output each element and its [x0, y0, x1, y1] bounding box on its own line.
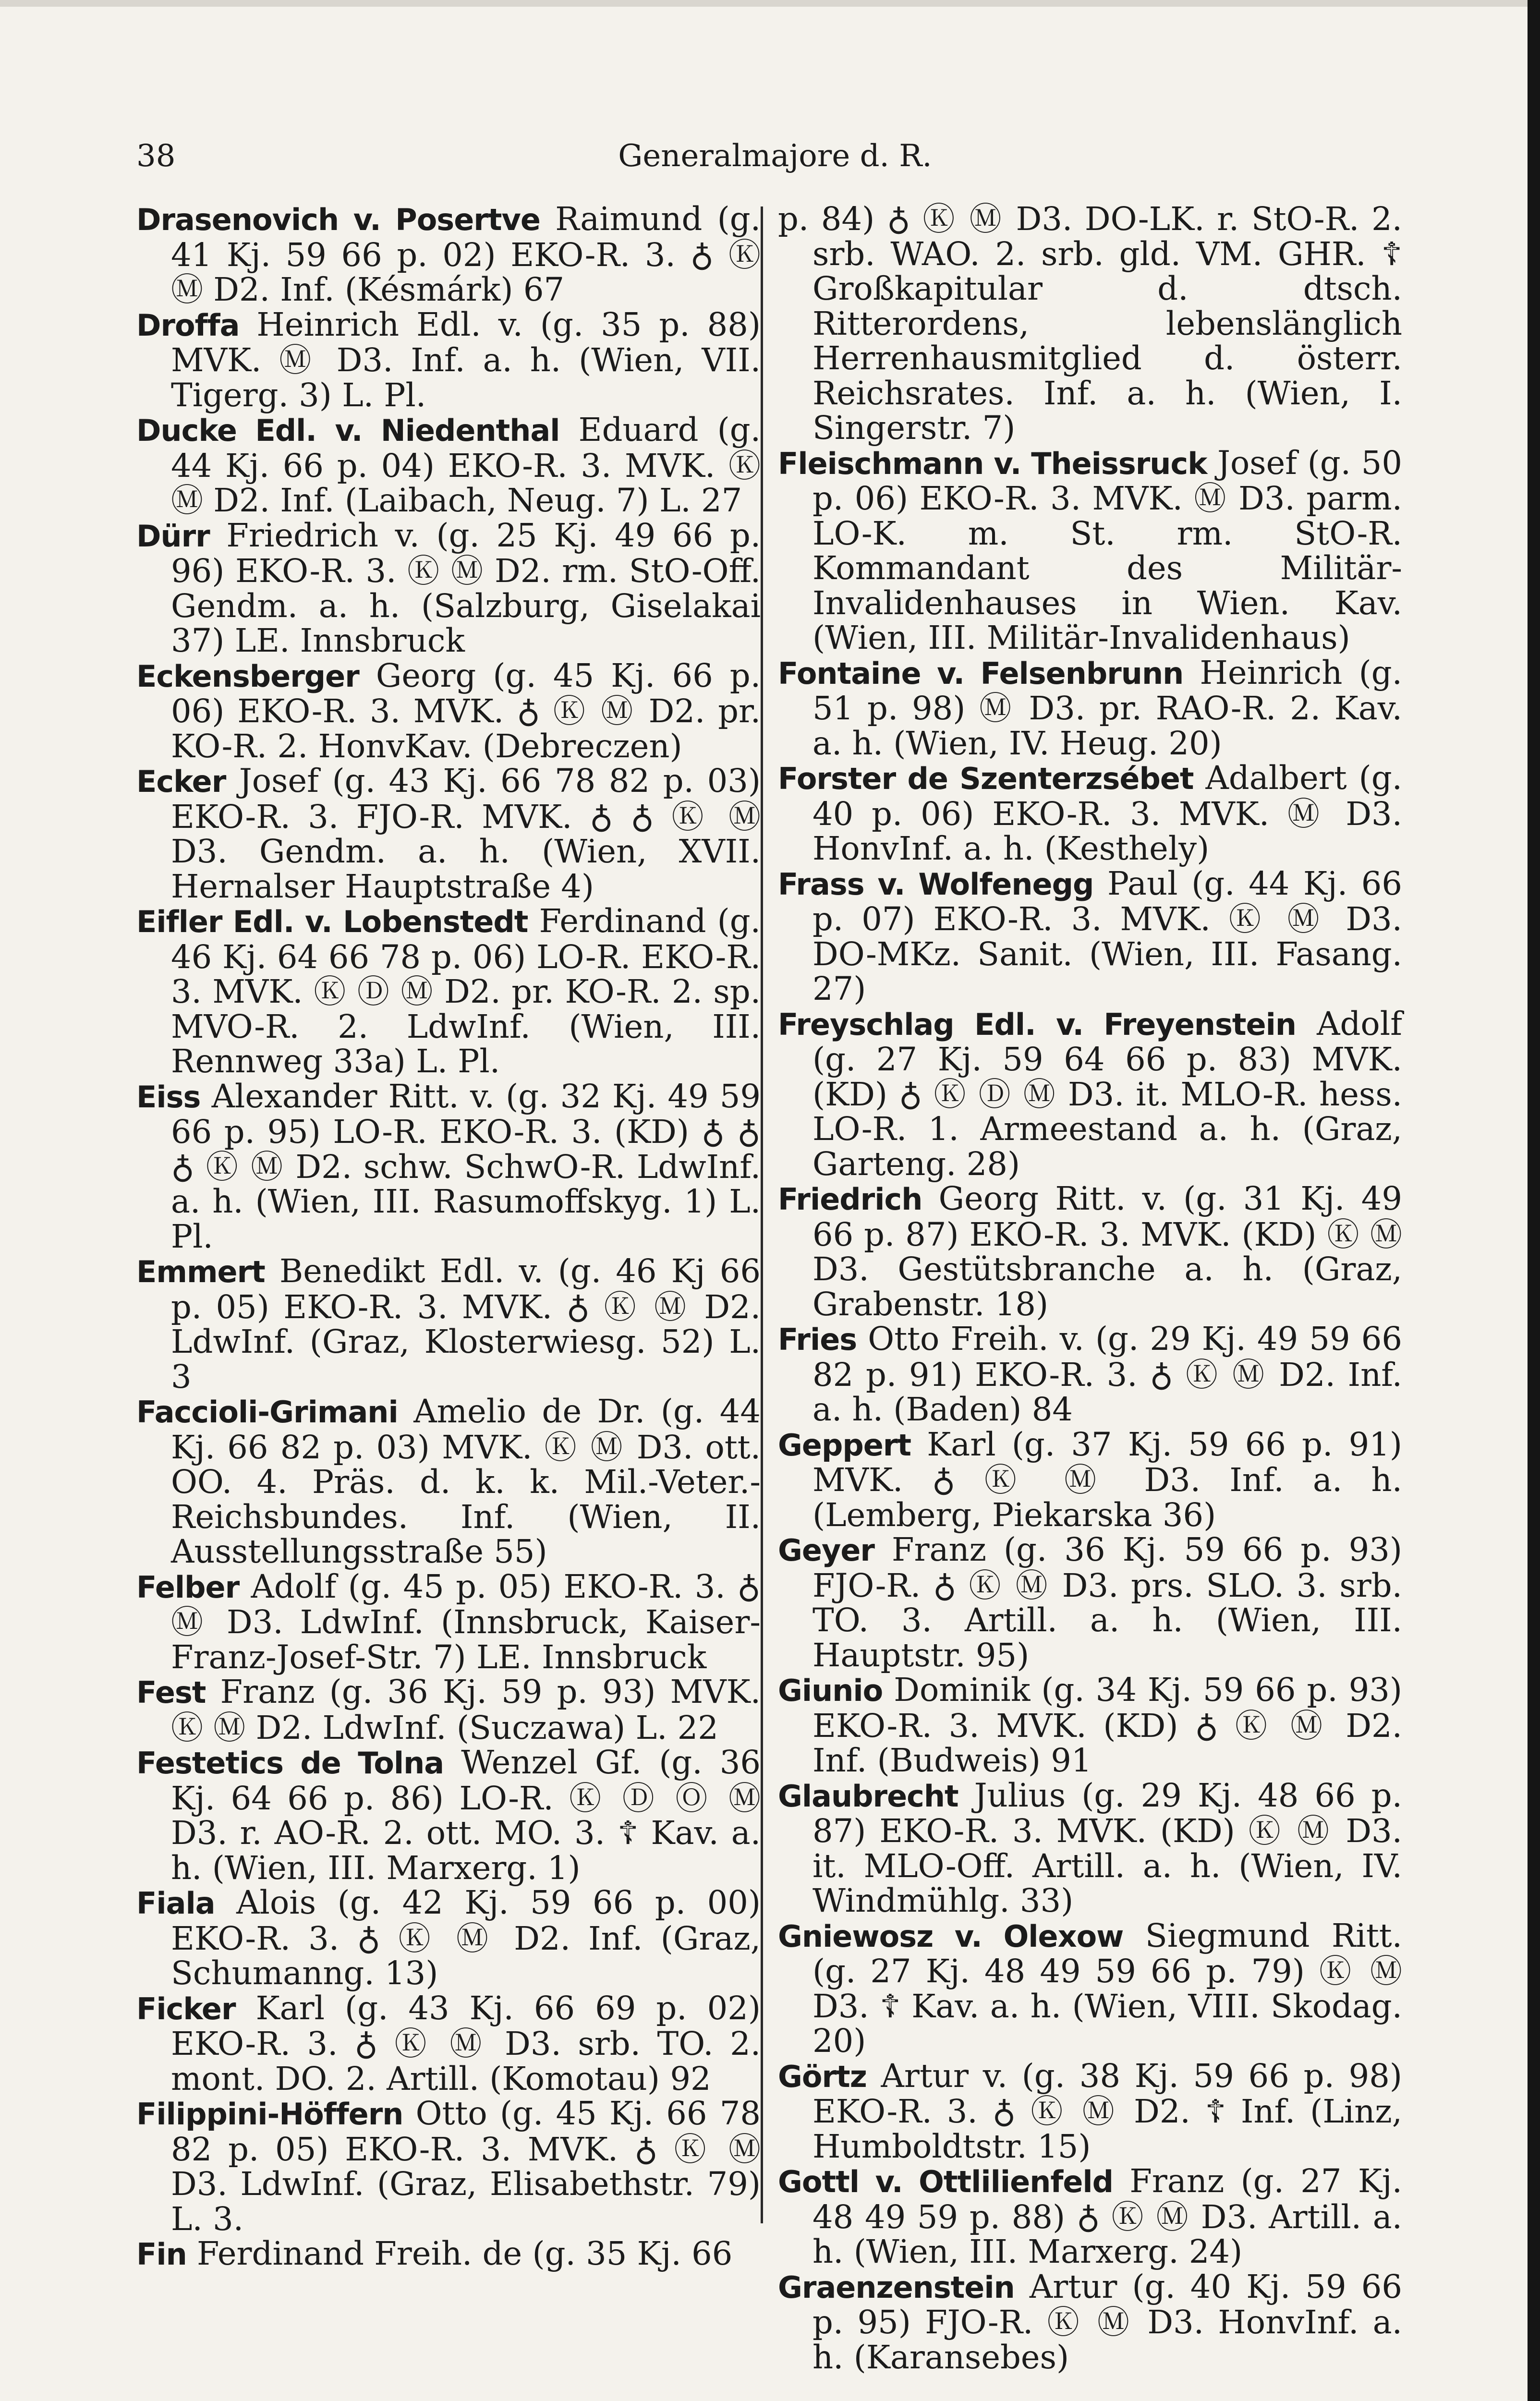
entry-text: Artur v. (g. 38 Kj. 59 66 p. 98) EKO-R. 3. ♁ Ⓚ Ⓜ D2. ☦ Inf. (Linz, Humboldtstr. 15) [812, 2057, 1402, 2165]
directory-entry [136, 1569, 761, 1675]
entry-name: Graenzenstein [778, 2269, 1015, 2305]
entry-text: Paul (g. 44 Kj. 66 p. 07) EKO-R. 3. MVK. Ⓚ Ⓜ D3. DO-MKz. Sanit. (Wien, III. Fasang. 27) [812, 864, 1403, 1007]
directory-entry [136, 1674, 761, 1745]
entry-name: Geyer [778, 1533, 874, 1568]
directory-entry [778, 761, 1402, 866]
directory-entry [136, 764, 761, 904]
entry-name: Frass v. Wolfenegg [778, 866, 1094, 902]
entry-name: Gottl v. Ottlilienfeld [778, 2164, 1114, 2199]
directory-entry [136, 518, 761, 658]
entry-name: Droffa [136, 307, 240, 343]
directory-entry [778, 1673, 1402, 1778]
directory-entry [136, 904, 761, 1079]
entry-text: Josef (g. 50 p. 06) EKO-R. 3. MVK. Ⓜ D3. parm. LO-K. m. St. rm. StO-R. Kommandant des Militär-Invalidenhauses in Wien. Kav. (Wien, III. Militär-Invalidenhaus) [812, 444, 1402, 656]
directory-entry [778, 1006, 1402, 1182]
entry-text: p. 84) ♁ Ⓚ Ⓜ D3. DO-LK. r. StO-R. 2. srb. WAO. 2. srb. gld. VM. GHR. ☦ Großkapitular d. dtsch. Ritterordens, lebenslänglich Herrenhausmitglied d. österr. Reichsrates. Inf. a. h. (Wien, I. Singerstr. 7) [778, 200, 1402, 447]
left-column [136, 202, 761, 2272]
running-head: Generalmajore d. R. [618, 138, 932, 174]
entry-text: Karl (g. 43 Kj. 66 69 p. 02) EKO-R. 3. ♁ Ⓚ Ⓜ D3. srb. TO. 2. mont. DO. 2. Artill. (Komotau) 92 [171, 1989, 761, 2098]
entry-name: Fin [136, 2237, 187, 2272]
entry-name: Görtz [778, 2059, 867, 2094]
entry-name: Dürr [136, 518, 210, 554]
entry-name: Emmert [136, 1254, 265, 1289]
entry-text: Karl (g. 37 Kj. 59 66 p. 91) MVK. ♁ Ⓚ Ⓜ D3. Inf. a. h. (Lemberg, Piekarska 36) [812, 1425, 1402, 1534]
directory-entry [778, 2164, 1402, 2269]
directory-entry [778, 866, 1402, 1006]
directory-entry [778, 202, 1402, 446]
entry-text: Wenzel Gf. (g. 36 Kj. 64 66 p. 86) LO-R. Ⓚ Ⓓ Ⓞ Ⓜ D3. r. AO-R. 2. ott. MO. 3. ☦ Kav. a. h. (Wien, III. Marxerg. 1) [171, 1744, 761, 1887]
entry-text: Julius (g. 29 Kj. 48 66 p. 87) EKO-R. 3. MVK. (KD) Ⓚ Ⓜ D3. it. MLO-Off. Artill. a. h. (Wien, IV. Windmühlg. 33) [812, 1776, 1402, 1919]
entry-name: Fiala [136, 1886, 215, 1921]
directory-entry [778, 2269, 1402, 2375]
entry-name: Drasenovich v. Posertve [136, 202, 540, 237]
entry-name: Eifler Edl. v. Lobenstedt [136, 904, 528, 939]
entry-name: Felber [136, 1569, 240, 1605]
entry-text: Georg Ritt. v. (g. 31 Kj. 49 66 p. 87) EKO-R. 3. MVK. (KD) Ⓚ Ⓜ D3. Gestütsbranche a. h. (Graz, Grabenstr. 18) [812, 1180, 1402, 1323]
right-column [778, 202, 1402, 2375]
entry-text: Eduard (g. 44 Kj. 66 p. 04) EKO-R. 3. MVK. Ⓚ Ⓜ D2. Inf. (Laibach, Neug. 7) L. 27 [171, 411, 761, 519]
entry-name: Giunio [778, 1673, 883, 1708]
entry-name: Fleischmann v. Theissruck [778, 446, 1207, 481]
entry-text: Adolf (g. 45 p. 05) EKO-R. 3. ♁ Ⓜ D3. LdwInf. (Innsbruck, Kaiser-Franz-Josef-Str. 7) LE. Innsbruck [171, 1567, 761, 1676]
entry-text: Ferdinand Freih. de (g. 35 Kj. 66 [186, 2235, 733, 2272]
entry-name: Fries [778, 1322, 857, 1357]
directory-entry [136, 307, 761, 413]
entry-text: Dominik (g. 34 Kj. 59 66 p. 93) EKO-R. 3. MVK. (KD) ♁ Ⓚ Ⓜ D2. Inf. (Budweis) 91 [812, 1671, 1402, 1779]
entry-text: Benedikt Edl. v. (g. 46 Kj 66 p. 05) EKO-R. 3. MVK. ♁ Ⓚ Ⓜ D2. LdwInf. (Graz, Klosterwiesg. 52) L. 3 [171, 1252, 761, 1395]
directory-entry [778, 1322, 1402, 1427]
directory-entry [136, 1079, 761, 1254]
directory-entry [136, 1745, 761, 1885]
entry-text: Otto Freih. v. (g. 29 Kj. 49 59 66 82 p. 91) EKO-R. 3. ♁ Ⓚ Ⓜ D2. Inf. a. h. (Baden) 84 [812, 1320, 1402, 1428]
directory-entry [136, 2236, 761, 2272]
directory-entry [136, 412, 761, 518]
entry-name: Friedrich [778, 1182, 922, 1217]
entry-name: Ficker [136, 1991, 236, 2026]
entry-text: Josef (g. 43 Kj. 66 78 82 p. 03) EKO-R. 3. FJO-R. MVK. ♁ ♁ Ⓚ Ⓜ D3. Gendm. a. h. (Wien, XVII. Hernalser Hauptstraße 4) [171, 762, 761, 905]
entry-text: Georg (g. 45 Kj. 66 p. 06) EKO-R. 3. MVK. ♁ Ⓚ Ⓜ D2. pr. KO-R. 2. HonvKav. (Debreczen) [171, 656, 761, 765]
entry-name: Fest [136, 1675, 206, 1710]
entry-text: Siegmund Ritt. (g. 27 Kj. 48 49 59 66 p. 79) Ⓚ Ⓜ D3. ☦ Kav. a. h. (Wien, VIII. Skodag. 20) [812, 1916, 1402, 2060]
entry-text: Alois (g. 42 Kj. 59 66 p. 00) EKO-R. 3. ♁ Ⓚ Ⓜ D2. Inf. (Graz, Schumanng. 13) [171, 1884, 761, 1992]
directory-entry [778, 1918, 1402, 2059]
entry-name: Filippini-Höffern [136, 2097, 403, 2132]
entry-name: Glaubrecht [778, 1778, 958, 1814]
directory-entry [136, 1394, 761, 1569]
directory-entry [136, 1991, 761, 2097]
directory-entry [136, 1885, 761, 1991]
entry-text: Alexander Ritt. v. (g. 32 Kj. 49 59 66 p. 95) LO-R. EKO-R. 3. (KD) ♁ ♁ ♁ Ⓚ Ⓜ D2. schw. SchwO-R. LdwInf. a. h. (Wien, III. Rasumoffskyg. 1) L. Pl. [171, 1077, 761, 1255]
entry-text: Adolf (g. 27 Kj. 59 64 66 p. 83) MVK. (KD) ♁ Ⓚ Ⓓ Ⓜ D3. it. MLO-R. hess. LO-R. 1. Armeestand a. h. (Graz, Garteng. 28) [812, 1005, 1402, 1183]
page-number: 38 [136, 138, 176, 174]
entry-text: Franz (g. 27 Kj. 48 49 59 p. 88) ♁ Ⓚ Ⓜ D3. Artill. a. h. (Wien, III. Marxerg. 24) [812, 2162, 1402, 2270]
directory-entry [778, 1427, 1402, 1533]
entry-text: Friedrich v. (g. 25 Kj. 49 66 p. 96) EKO-R. 3. Ⓚ Ⓜ D2. rm. StO-Off. Gendm. a. h. (Salzburg, Giselakai 37) LE. Innsbruck [171, 516, 761, 659]
entry-name: Faccioli-Grimani [136, 1395, 398, 1430]
directory-entry [778, 2059, 1402, 2164]
entry-text: Otto (g. 45 Kj. 66 78 82 p. 05) EKO-R. 3. MVK. ♁ Ⓚ Ⓜ D3. LdwInf. (Graz, Elisabethstr. 79) L. 3. [171, 2095, 761, 2238]
page-header [136, 130, 1414, 182]
directory-entry [778, 655, 1402, 761]
directory-entry [136, 1254, 761, 1394]
entry-name: Eiss [136, 1079, 201, 1115]
column-divider [761, 206, 763, 2223]
directory-entry [778, 1532, 1402, 1673]
entry-text: Adalbert (g. 40 p. 06) EKO-R. 3. MVK. Ⓜ D3. HonvInf. a. h. (Kesthely) [812, 759, 1403, 867]
scan-top-edge [0, 0, 1540, 7]
entry-name: Festetics de Tolna [136, 1746, 444, 1781]
entry-name: Ecker [136, 764, 226, 799]
entry-name: Eckensberger [136, 658, 359, 694]
entry-text: Heinrich (g. 51 p. 98) Ⓜ D3. pr. RAO-R. 2. Kav. a. h. (Wien, IV. Heug. 20) [812, 654, 1402, 762]
directory-entry [136, 2096, 761, 2236]
entry-text: Franz (g. 36 Kj. 59 66 p. 93) FJO-R. ♁ Ⓚ Ⓜ D3. prs. SLO. 3. srb. TO. 3. Artill. a. h. (Wien, III. Hauptstr. 95) [812, 1531, 1402, 1674]
entry-text: Ferdinand (g. 46 Kj. 64 66 78 p. 06) LO-R. EKO-R. 3. MVK. Ⓚ Ⓓ Ⓜ D2. pr. KO-R. 2. sp. MVO-R. 2. LdwInf. (Wien, III. Rennweg 33a) L. Pl. [171, 902, 761, 1080]
directory-entry [778, 1181, 1402, 1322]
entry-name: Geppert [778, 1427, 911, 1463]
entry-text: Heinrich Edl. v. (g. 35 p. 88) MVK. Ⓜ D3. Inf. a. h. (Wien, VII. Tigerg. 3) L. Pl. [171, 305, 761, 414]
directory-entry [778, 1778, 1402, 1918]
entry-text: Artur (g. 40 Kj. 59 66 p. 95) FJO-R. Ⓚ Ⓜ D3. HonvInf. a. h. (Karansebes) [812, 2268, 1402, 2376]
entry-text: Franz (g. 36 Kj. 59 p. 93) MVK. Ⓚ Ⓜ D2. LdwInf. (Suczawa) L. 22 [171, 1673, 761, 1746]
entry-name: Forster de Szenterzsébet [778, 761, 1194, 796]
entry-text: Raimund (g. 41 Kj. 59 66 p. 02) EKO-R. 3. ♁ Ⓚ Ⓜ D2. Inf. (Késmárk) 67 [171, 200, 761, 308]
directory-entry [136, 202, 761, 307]
entry-name: Fontaine v. Felsenbrunn [778, 655, 1184, 691]
entry-name: Freyschlag Edl. v. Freyenstein [778, 1006, 1297, 1042]
directory-entry [136, 658, 761, 764]
scan-right-edge [1528, 0, 1540, 2401]
entry-text: Amelio de Dr. (g. 44 Kj. 66 82 p. 03) MVK. Ⓚ Ⓜ D3. ott. OO. 4. Präs. d. k. k. Mil.-Veter.-Reichsbundes. Inf. (Wien, II. Ausstellungsstraße 55) [171, 1393, 761, 1570]
entry-name: Ducke Edl. v. Niedenthal [136, 413, 560, 448]
entry-name: Gniewosz v. Olexow [778, 1918, 1124, 1954]
directory-entry [778, 446, 1402, 655]
